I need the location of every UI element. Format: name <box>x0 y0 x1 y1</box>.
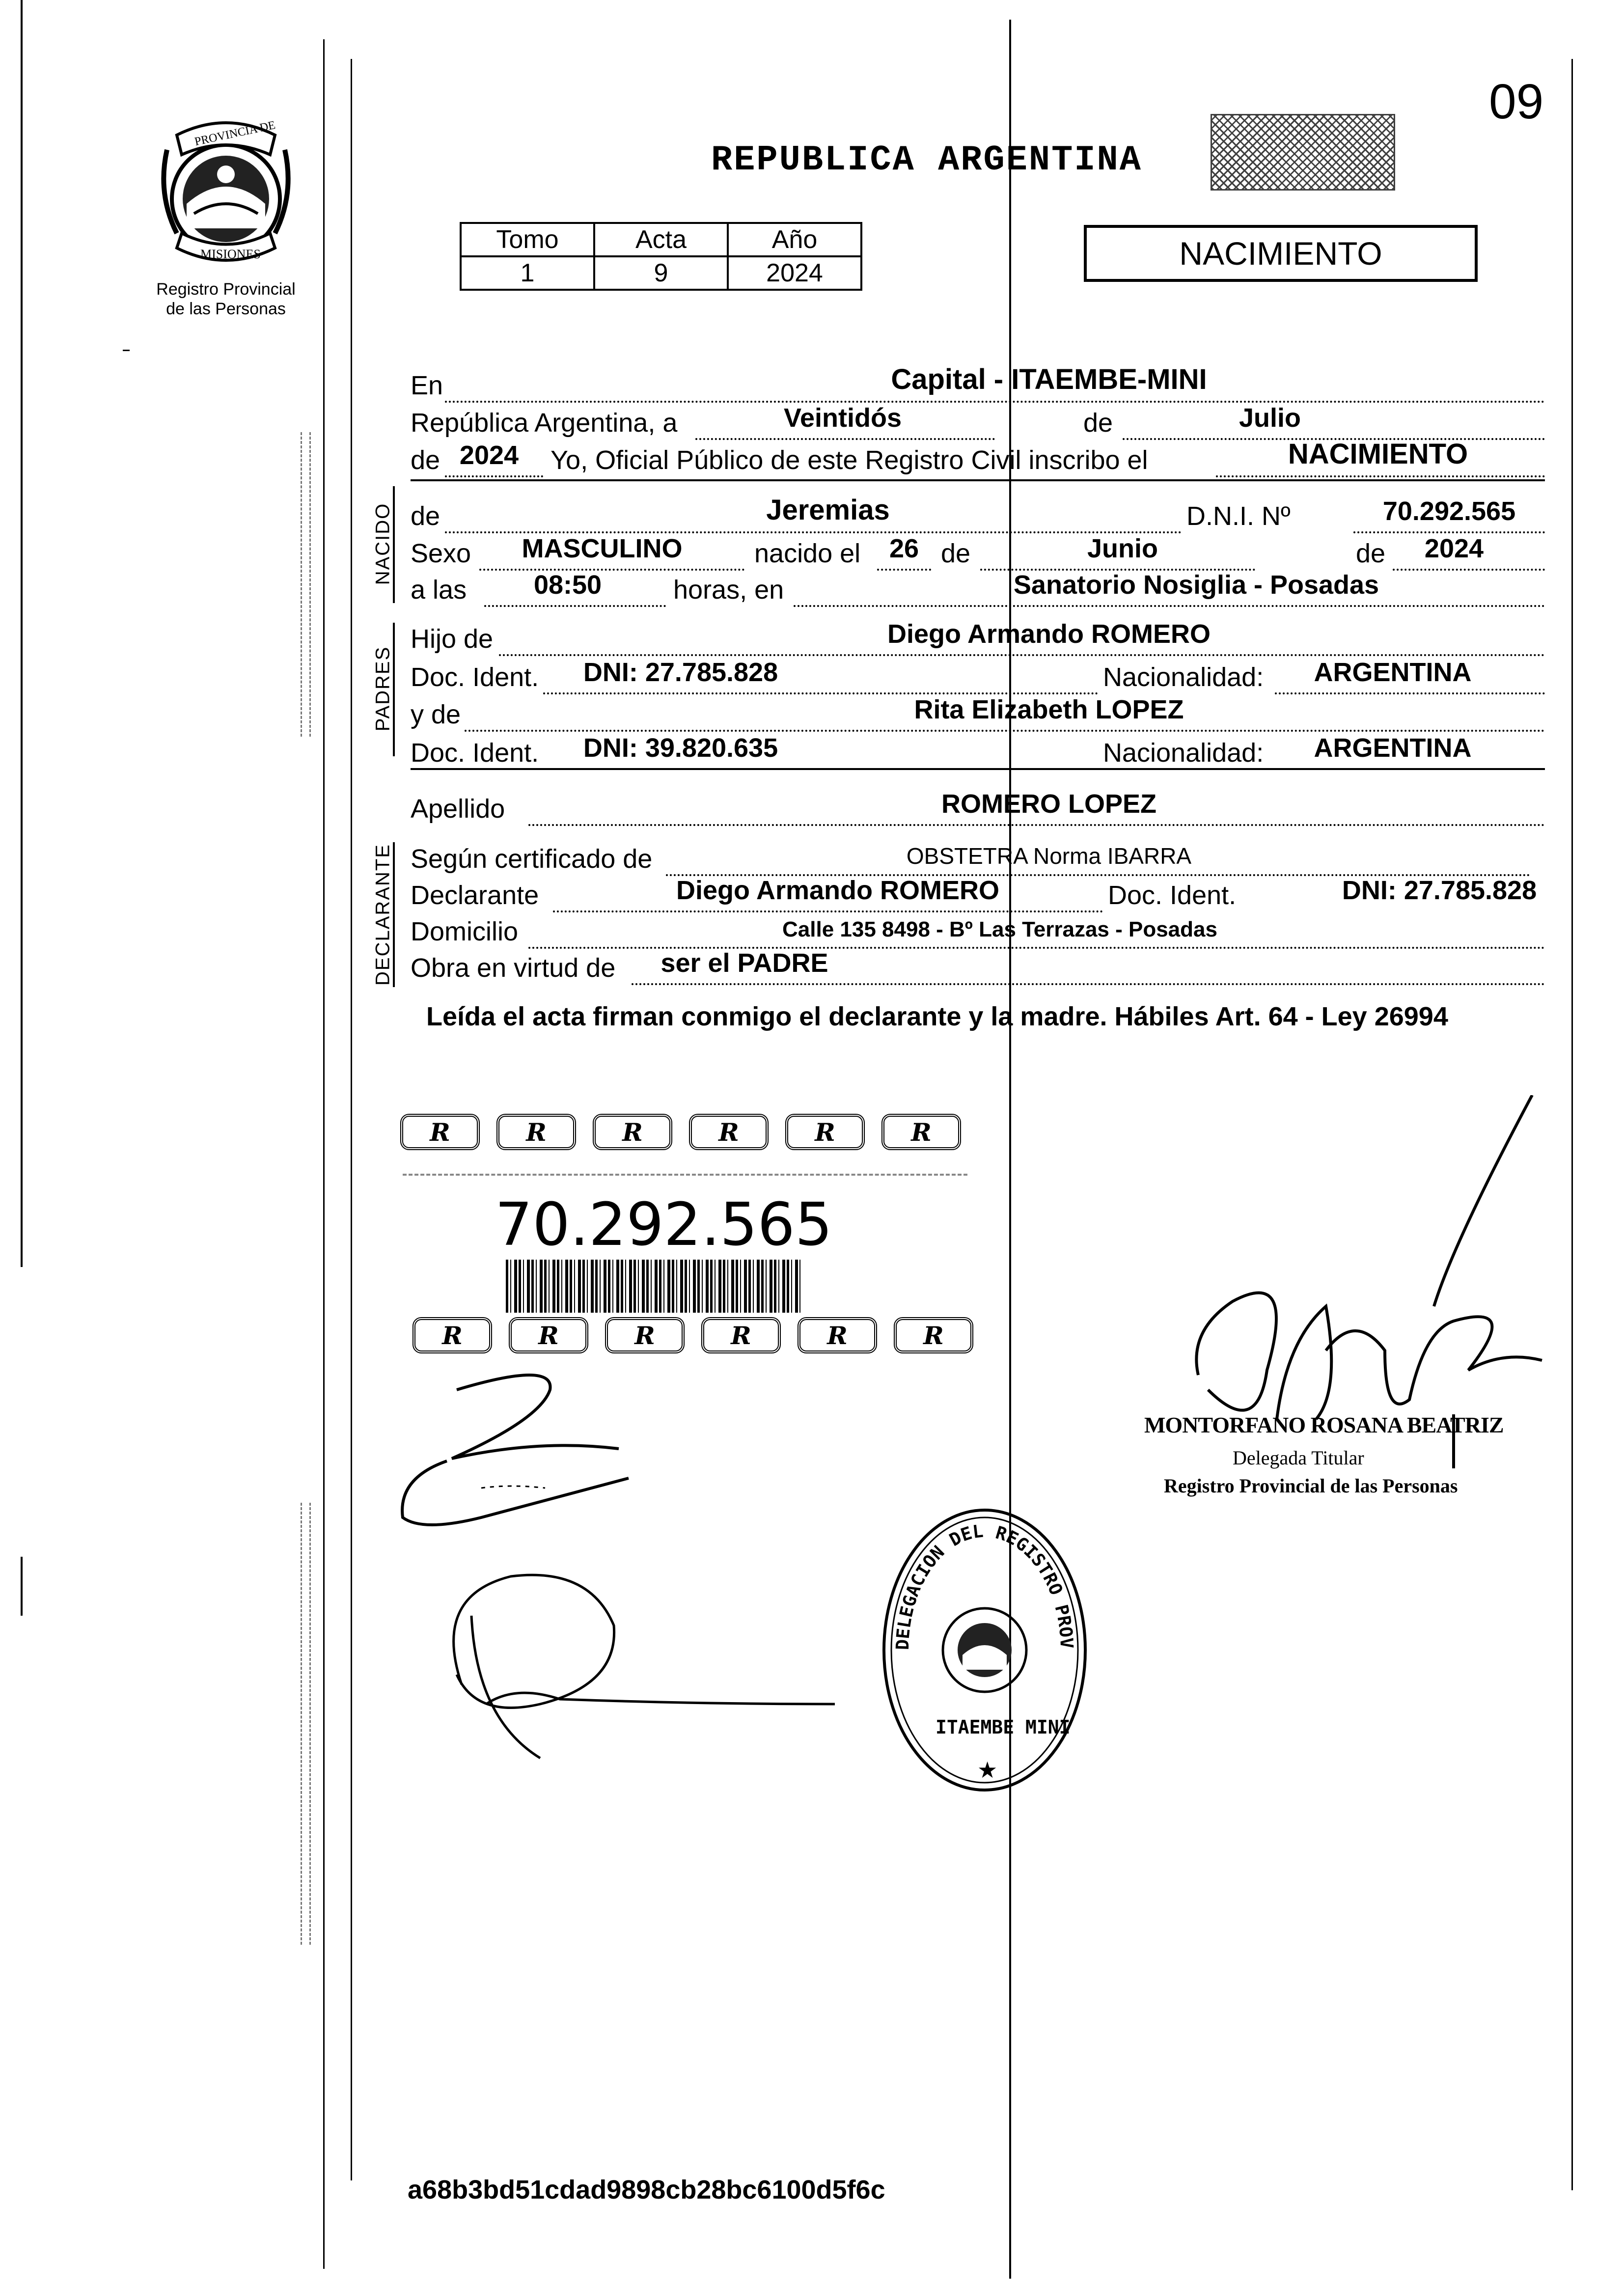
punch-marks-4 <box>309 1503 311 1945</box>
sticker-dashes <box>403 1174 967 1176</box>
doc3-label: Doc. Ident. <box>1108 881 1237 910</box>
logo-text-top: PROVINCIA DE <box>193 118 277 149</box>
separator-line <box>411 768 1545 770</box>
cert-value: OBSTETRA Norma IBARRA <box>906 843 1192 869</box>
registry-tile: R <box>798 1317 877 1353</box>
mother-nat: ARGENTINA <box>1314 733 1472 763</box>
registry-name-line1: Registro Provincial <box>156 280 296 299</box>
nacido-el-label: nacido el <box>754 539 861 568</box>
de3-label: de <box>941 539 971 568</box>
row-fecha <box>411 401 1545 440</box>
domicilio-value: Calle 135 8498 - Bº Las Terrazas - Posadas <box>782 917 1217 941</box>
father-doc: DNI: 27.785.828 <box>583 658 778 687</box>
name-label: de <box>411 501 440 531</box>
row-madre <box>411 692 1545 732</box>
birth-day: 26 <box>889 534 919 563</box>
registry-tile: R <box>881 1114 961 1150</box>
registry-tile: R <box>785 1114 865 1150</box>
left-edge-line <box>21 0 23 1267</box>
seal-inner-text: ITAEMBE MINI <box>936 1716 1071 1738</box>
nacido-section-label: NACIDO <box>372 502 394 585</box>
registry-tile: R <box>605 1317 685 1353</box>
registry-tile: R <box>894 1317 973 1353</box>
registry-tile: R <box>701 1317 781 1353</box>
punch-marks-3 <box>301 1503 302 1945</box>
registry-tile: R <box>496 1114 576 1150</box>
doc1-label: Doc. Ident. <box>411 662 539 692</box>
domicilio-label: Domicilio <box>411 917 519 946</box>
official-seal <box>877 1503 1093 1797</box>
registry-tile: R <box>400 1114 480 1150</box>
row-sexo <box>411 531 1545 571</box>
mother-doc: DNI: 39.820.635 <box>583 733 778 763</box>
a-las-label: a las <box>411 575 467 605</box>
legal-note: Leída el acta firman conmigo el declarante y la madre. Hábiles Art. 64 - Ley 26994 <box>426 1002 1448 1031</box>
barcode <box>506 1260 800 1313</box>
row-en <box>411 363 1545 403</box>
nac2-label: Nacionalidad: <box>1103 738 1264 768</box>
mother-value: Rita Elizabeth LOPEZ <box>914 695 1184 724</box>
en-value: Capital - ITAEMBE-MINI <box>891 363 1207 395</box>
record-table <box>460 222 862 291</box>
anio-header: Año <box>728 223 861 256</box>
official-name: MONTORFANO ROSANA BEATRIZ <box>1144 1412 1504 1437</box>
form-left-border <box>351 59 352 2180</box>
doc2-label: Doc. Ident. <box>411 738 539 768</box>
dni-value: 70.292.565 <box>1382 496 1516 526</box>
inscribo-value: NACIMIENTO <box>1288 438 1468 470</box>
separator-line <box>411 479 1545 481</box>
acta-value: 9 <box>594 256 728 290</box>
declarant-signature <box>393 1355 668 1542</box>
seal-outer-text: DELEGACION DEL REGISTRO PROV <box>892 1521 1077 1651</box>
punch-marks-1 <box>301 432 302 737</box>
de2-label: de <box>411 445 440 475</box>
nac1-label: Nacionalidad: <box>1103 662 1264 692</box>
time-value: 08:50 <box>533 570 602 600</box>
row-domicilio <box>411 909 1545 949</box>
birth-month: Junio <box>1087 534 1158 563</box>
registry-name-line2: de las Personas <box>166 300 286 318</box>
seal-star-icon: ★ <box>977 1757 998 1783</box>
registry-tile: R <box>689 1114 769 1150</box>
father-value: Diego Armando ROMERO <box>887 619 1211 649</box>
row-padre <box>411 617 1545 656</box>
side-dash <box>123 350 130 351</box>
sticker-number: 70.292.565 <box>495 1191 833 1259</box>
row-certificado <box>411 837 1545 876</box>
anio-value: 2024 <box>728 256 861 290</box>
de4-label: de <box>1356 539 1386 568</box>
father-nat: ARGENTINA <box>1314 658 1472 687</box>
left-edge-line-lower <box>21 1557 23 1616</box>
row-apellido <box>411 787 1545 826</box>
registry-tile: R <box>593 1114 672 1150</box>
day-value: Veintidós <box>783 403 902 433</box>
tomo-value: 1 <box>461 256 594 290</box>
page-number: 09 <box>1489 74 1544 129</box>
sexo-value: MASCULINO <box>522 534 683 563</box>
center-fold-line <box>1009 20 1011 2279</box>
declarante-doc: DNI: 27.785.828 <box>1342 876 1537 905</box>
row-hora <box>411 568 1545 607</box>
apellido-value: ROMERO LOPEZ <box>941 789 1156 819</box>
sticker-bottom-strip <box>413 1317 973 1351</box>
row-madre-doc <box>411 731 1545 770</box>
month-value: Julio <box>1239 403 1301 433</box>
row-nombre <box>411 494 1545 533</box>
horas-label: horas, en <box>673 575 784 605</box>
cert-label: Según certificado de <box>411 844 653 874</box>
sticker-top-strip <box>400 1114 961 1148</box>
place-value: Sanatorio Nosiglia - Posadas <box>1013 570 1379 600</box>
hijo-label: Hijo de <box>411 624 494 654</box>
document-hash: a68b3bd51cdad9898cb28bc6100d5f6c <box>408 2175 885 2204</box>
row-padre-doc <box>411 655 1545 694</box>
document-title: REPUBLICA ARGENTINA <box>711 140 1142 180</box>
record-type-box: NACIMIENTO <box>1084 225 1478 282</box>
declarante-value: Diego Armando ROMERO <box>676 876 1000 905</box>
declarante-label: Declarante <box>411 881 539 910</box>
name-value: Jeremias <box>766 494 890 526</box>
registry-tile: R <box>509 1317 588 1353</box>
sexo-label: Sexo <box>411 539 471 568</box>
mother-signature <box>403 1557 845 1763</box>
official-office: Registro Provincial de las Personas <box>1164 1475 1458 1497</box>
logo-text-bottom: MISIONES <box>200 247 261 261</box>
en-label: En <box>411 371 443 400</box>
declarante-section-label: DECLARANTE <box>372 844 394 986</box>
inscribo-label: Yo, Oficial Público de este Registro Civil inscribo el <box>551 445 1148 475</box>
tomo-header: Tomo <box>461 223 594 256</box>
republica-label: República Argentina, a <box>411 408 678 438</box>
acta-header: Acta <box>594 223 728 256</box>
security-hologram <box>1211 114 1395 191</box>
registry-tile: R <box>413 1317 492 1353</box>
row-inscribo <box>411 438 1545 477</box>
apellido-label: Apellido <box>411 794 505 824</box>
birth-year: 2024 <box>1424 534 1484 563</box>
obra-value: ser el PADRE <box>661 948 828 978</box>
year-value: 2024 <box>459 441 519 470</box>
province-logo <box>147 115 304 277</box>
row-declarante <box>411 873 1545 912</box>
punch-marks-2 <box>309 432 311 737</box>
yde-label: y de <box>411 700 461 729</box>
official-role: Delegada Titular <box>1233 1447 1364 1469</box>
row-obra <box>411 946 1545 985</box>
obra-label: Obra en virtud de <box>411 953 616 983</box>
de-label: de <box>1083 408 1113 438</box>
padres-section-label: PADRES <box>372 646 394 732</box>
left-margin-line <box>323 39 325 2269</box>
dni-label: D.N.I. Nº <box>1186 501 1291 531</box>
